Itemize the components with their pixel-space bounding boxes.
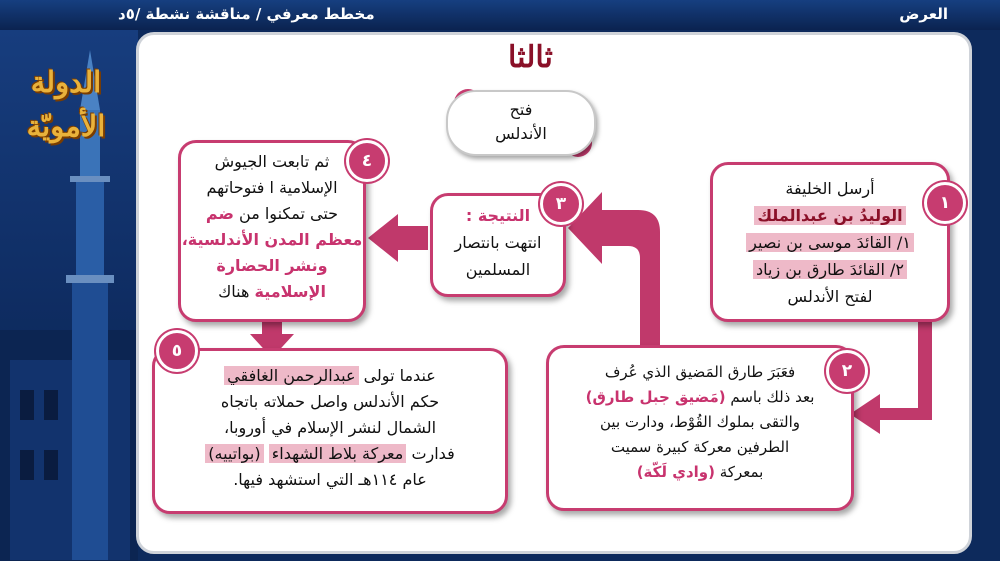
sidebar-title-line1: الدولة (30, 65, 102, 99)
box5-line5: فدارت (411, 444, 455, 463)
box3-line1: النتيجة : (465, 206, 531, 225)
box1-line5: لفتح الأندلس (787, 287, 873, 306)
topic-scroll (446, 90, 596, 156)
arrow-3-to-4 (368, 214, 428, 262)
box2-line6: بمعركة (719, 463, 764, 481)
box4-line3: حتى تمكنوا من (239, 204, 339, 223)
box5-line1: عندما تولى (363, 366, 436, 385)
step-number-5: ٥ (156, 330, 198, 372)
step-number-2: ٢ (826, 350, 868, 392)
box5-line2: عبدالرحمن الغافقي (224, 366, 358, 385)
step-number-4: ٤ (346, 140, 388, 182)
step-number-3: ٣ (540, 183, 582, 225)
box5-line6: معركة بلاط الشهداء (269, 444, 407, 463)
box5-line8: عام ١١٤هـ التي استشهد فيها. (233, 470, 427, 489)
step-number-1: ١ (924, 182, 966, 224)
box2-line5: الطرفين معركة كبيرة سميت (610, 438, 790, 456)
box2-line2: بعد ذلك باسم (730, 388, 815, 406)
step-box-4 (178, 140, 366, 322)
step-box-1 (710, 162, 950, 322)
box4-line6: ونشر الحضارة (216, 256, 328, 275)
sidebar-title-line2: الأمويّة (26, 109, 106, 143)
step-box-2 (546, 345, 854, 511)
box4-line8: هناك (218, 282, 250, 301)
scroll-line1: فتح (509, 100, 533, 119)
arrow-2-to-3 (568, 192, 660, 345)
step-box-5 (152, 348, 508, 514)
box4-line4: ضم (205, 204, 234, 223)
section-heading: ثالثا (508, 40, 553, 75)
box2-line3: (مَضيق جبل طارق) (585, 388, 726, 406)
box4-line7: الإسلامية (254, 282, 326, 301)
box5-line3: حكم الأندلس واصل حملاته باتجاه (220, 392, 440, 411)
box5-line7: (بواتييه) (205, 444, 263, 463)
box1-line3: ١/ القائدَ موسى بن نصير (746, 233, 914, 252)
box3-line3: المسلمين (465, 260, 531, 279)
box2-line7: (وادي لَكّة) (636, 463, 715, 481)
box5-line4: الشمال لنشر الإسلام في أوروبا، (223, 418, 437, 437)
box1-line1: أرسل الخليفة (785, 179, 875, 198)
box3-line2: انتهت بانتصار (454, 233, 542, 252)
top-bar-right-label: العرض (899, 5, 948, 23)
box4-line2: الإسلامية ا فتوحاتهم (206, 178, 338, 197)
scroll-line2: الأندلس (495, 124, 547, 143)
box1-line4: ٢/ القائدَ طارق بن زياد (753, 260, 907, 279)
box4-line1: ثم تابعت الجيوش (214, 152, 330, 171)
box4-line5: معظم المدن الأندلسية، (181, 230, 363, 249)
box2-line4: والتقى بملوك القُوْط، ودارت بين (600, 413, 800, 431)
box1-line2: الوليدُ بن عبدالملك (754, 206, 905, 225)
top-bar-left-label: مخطط معرفي / مناقشة نشطة /٥د (118, 5, 375, 23)
box2-line1: فعَبَرَ طارق المَضيق الذي عُرف (604, 363, 796, 381)
